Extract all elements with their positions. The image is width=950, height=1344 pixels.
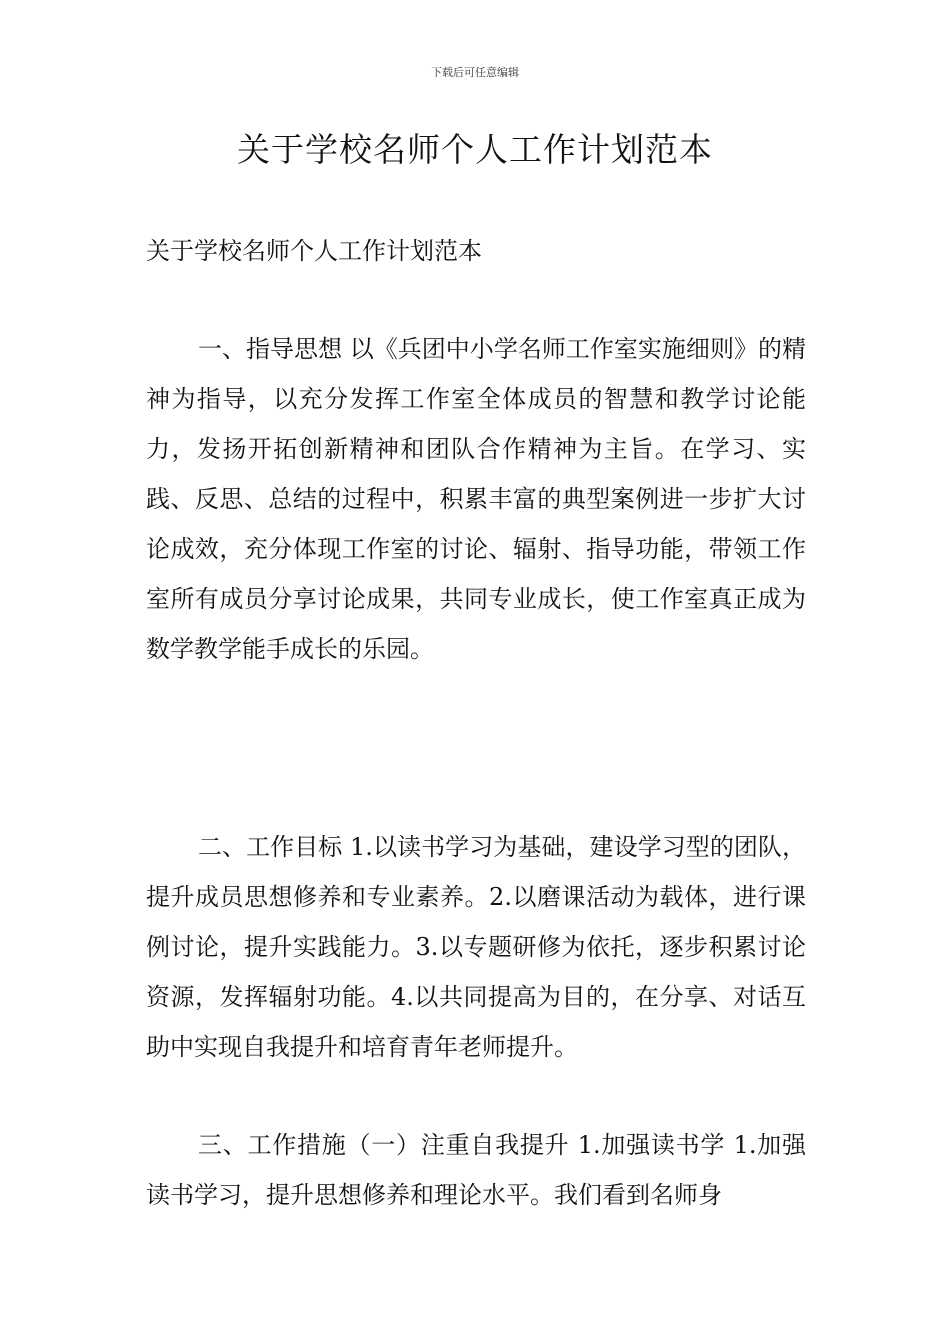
document-title: 关于学校名师个人工作计划范本: [237, 130, 713, 169]
paragraph-work-goals: 二、工作目标 1.以读书学习为基础，建设学习型的团队，提升成员思想修养和专业素养。2.以磨课活动为载体，进行课例讨论，提升实践能力。3.以专题研修为依托，逐步积累讨论资源，发挥辐射功能。4.以共同提高为目的，在分享、对话互助中实现自我提升和培育青年老师提升。: [146, 833, 806, 1061]
document-subtitle: 关于学校名师个人工作计划范本: [146, 237, 482, 265]
paragraph-guiding-ideology: 一、指导思想 以《兵团中小学名师工作室实施细则》的精神为指导，以充分发挥工作室全体成员的智慧和教学讨论能力，发扬开拓创新精神和团队合作精神为主旨。在学习、实践、反思、总结的过程中，积累丰富的典型案例进一步扩大讨论成效，充分体现工作室的讨论、辐射、指导功能，带领工作室所有成员分享讨论成果，共同专业成长，使工作室真正成为数学教学能手成长的乐园。: [146, 335, 806, 663]
page-header-note: 下载后可任意编辑: [431, 66, 519, 79]
paragraph-work-measures: 三、工作措施（一）注重自我提升 1.加强读书学 1.加强读书学习，提升思想修养和理论水平。我们看到名师身: [146, 1131, 806, 1209]
